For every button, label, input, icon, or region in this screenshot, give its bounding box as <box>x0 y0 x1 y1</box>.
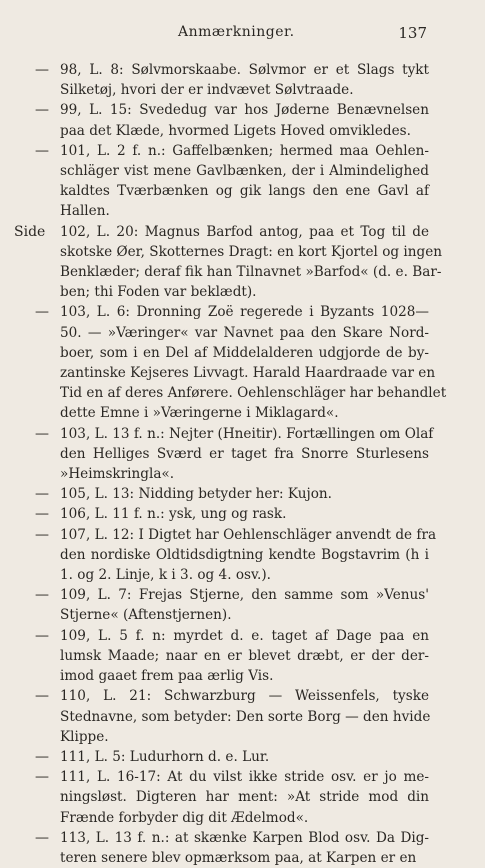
note-line: 101, L. 2 f. n.: Gaffelbænken; hermed maa Oehlen- <box>60 142 429 159</box>
note-entry <box>0 686 485 747</box>
note-line: 106, L. 11 f. n.: ysk, ung og rask. <box>60 506 287 523</box>
note-line: Silketøj, hvori der er indvævet Sølvtraade. <box>60 82 354 99</box>
note-marker: — <box>35 62 49 78</box>
note-line: teren senere blev opmærksom paa, at Karpen er en <box>60 849 417 866</box>
note-line: boer, som i en Del af Middelalderen udgjorde de by- <box>60 344 429 361</box>
note-entry <box>0 141 485 222</box>
note-line: imod gaaet frem paa ærlig Vis. <box>60 668 274 685</box>
note-line: ningsløst. Digteren har ment: »At stride mod din <box>60 789 429 806</box>
note-line: 98, L. 8: Sølvmorskaabe. Sølvmor er et Slags tykt <box>60 62 429 78</box>
note-line: Klippe. <box>60 728 109 745</box>
note-line: 109, L. 7: Frejas Stjerne, den samme som »Venus' <box>60 587 429 604</box>
note-line: »Heimskringla«. <box>60 466 175 483</box>
note-marker: — <box>35 102 49 119</box>
note-line: Hallen. <box>60 203 110 220</box>
note-line: Stednavne, som betyder: Den sorte Borg — den hvide <box>60 708 431 725</box>
note-line: Tid en af deres Anførere. Oehlenschläger har behandlet <box>60 385 447 402</box>
note-entry <box>0 626 485 687</box>
note-line: Stjerne« (Aftenstjernen). <box>60 607 232 624</box>
note-entry <box>0 484 485 504</box>
note-marker: — <box>35 304 49 321</box>
note-line: zantinske Kejseres Livvagt. Harald Haardraade var en <box>60 365 436 382</box>
note-marker: — <box>35 425 49 442</box>
note-marker: — <box>35 506 49 523</box>
note-line: 109, L. 5 f. n: myrdet d. e. taget af Dage paa en <box>60 627 429 644</box>
page-number: 137 <box>398 24 427 42</box>
note-line: dette Emne i »Væringerne i Miklagard«. <box>60 405 339 422</box>
note-marker: — <box>35 748 49 765</box>
note-marker: — <box>35 829 49 846</box>
note-entry <box>0 747 485 767</box>
note-marker: — <box>35 526 49 543</box>
note-line: 105, L. 13: Nidding betyder her: Kujon. <box>60 486 332 503</box>
note-marker: — <box>35 627 49 644</box>
note-entry <box>0 828 485 868</box>
note-line: 111, L. 5: Ludurhorn d. e. Lur. <box>60 748 270 765</box>
note-marker: — <box>35 688 49 705</box>
note-line: 102, L. 20: Magnus Barfod antog, paa et Tog til de <box>60 223 429 240</box>
note-line: 50. — »Væringer« var Navnet paa den Skare Nord- <box>60 324 429 341</box>
note-entry <box>0 424 485 485</box>
note-entry <box>0 504 485 524</box>
note-entry <box>0 100 485 140</box>
note-line: 113, L. 13 f. n.: at skænke Karpen Blod osv. Da Dig- <box>60 829 429 846</box>
note-marker: — <box>35 142 49 159</box>
note-line: 111, L. 16-17: At du vilst ikke stride osv. er jo me- <box>60 769 429 786</box>
note-line: schläger vist mene Gavlbænken, der i Almindelighed <box>60 163 429 180</box>
note-entry <box>0 222 485 303</box>
note-line: 99, L. 15: Svededug var hos Jøderne Benævnelsen <box>60 102 429 119</box>
note-line: 107, L. 12: I Digtet har Oehlenschläger anvendt de fra <box>60 526 437 543</box>
note-entry <box>0 302 485 423</box>
note-marker: Side <box>14 223 46 240</box>
note-marker: — <box>35 769 49 786</box>
note-line: Frænde forbyder dig dit Ædelmod«. <box>60 809 309 826</box>
note-line: 103, L. 6: Dronning Zoë regerede i Byzants 1028— <box>60 304 429 321</box>
note-line: paa det Klæde, hvormed Ligets Hoved omvikledes. <box>60 122 411 139</box>
note-line: den Helliges Sværd er taget fra Snorre Sturlesens <box>60 445 429 462</box>
note-marker: — <box>35 486 49 503</box>
note-entry <box>0 60 485 100</box>
note-line: skotske Øer, Skotternes Dragt: en kort Kjortel og ingen <box>60 243 443 260</box>
note-entry <box>0 525 485 586</box>
note-entry <box>0 767 485 828</box>
notes-list <box>0 60 485 868</box>
note-line: lumsk Maade; naar en er blevet dræbt, er der der- <box>60 647 429 664</box>
page-header <box>0 24 485 44</box>
note-marker: — <box>35 587 49 604</box>
note-line: 110, L. 21: Schwarzburg — Weissenfels, tyske <box>60 688 429 705</box>
note-line: Benklæder; deraf fik han Tilnavnet »Barfod« (d. e. Bar- <box>60 264 442 281</box>
running-title: Anmærkninger. <box>178 24 295 40</box>
note-line: 1. og 2. Linje, k i 3. og 4. osv.). <box>60 567 272 584</box>
note-line: ben; thi Foden var beklædt). <box>60 284 257 301</box>
note-line: den nordiske Oldtidsdigtning kendte Bogstavrim (h i <box>60 546 429 563</box>
note-line: 103, L. 13 f. n.: Nejter (Hneitir). Fortællingen om Olaf <box>60 425 434 442</box>
note-line: kaldtes Tværbænken og gik langs den ene Gavl af <box>60 183 429 200</box>
note-entry <box>0 585 485 625</box>
